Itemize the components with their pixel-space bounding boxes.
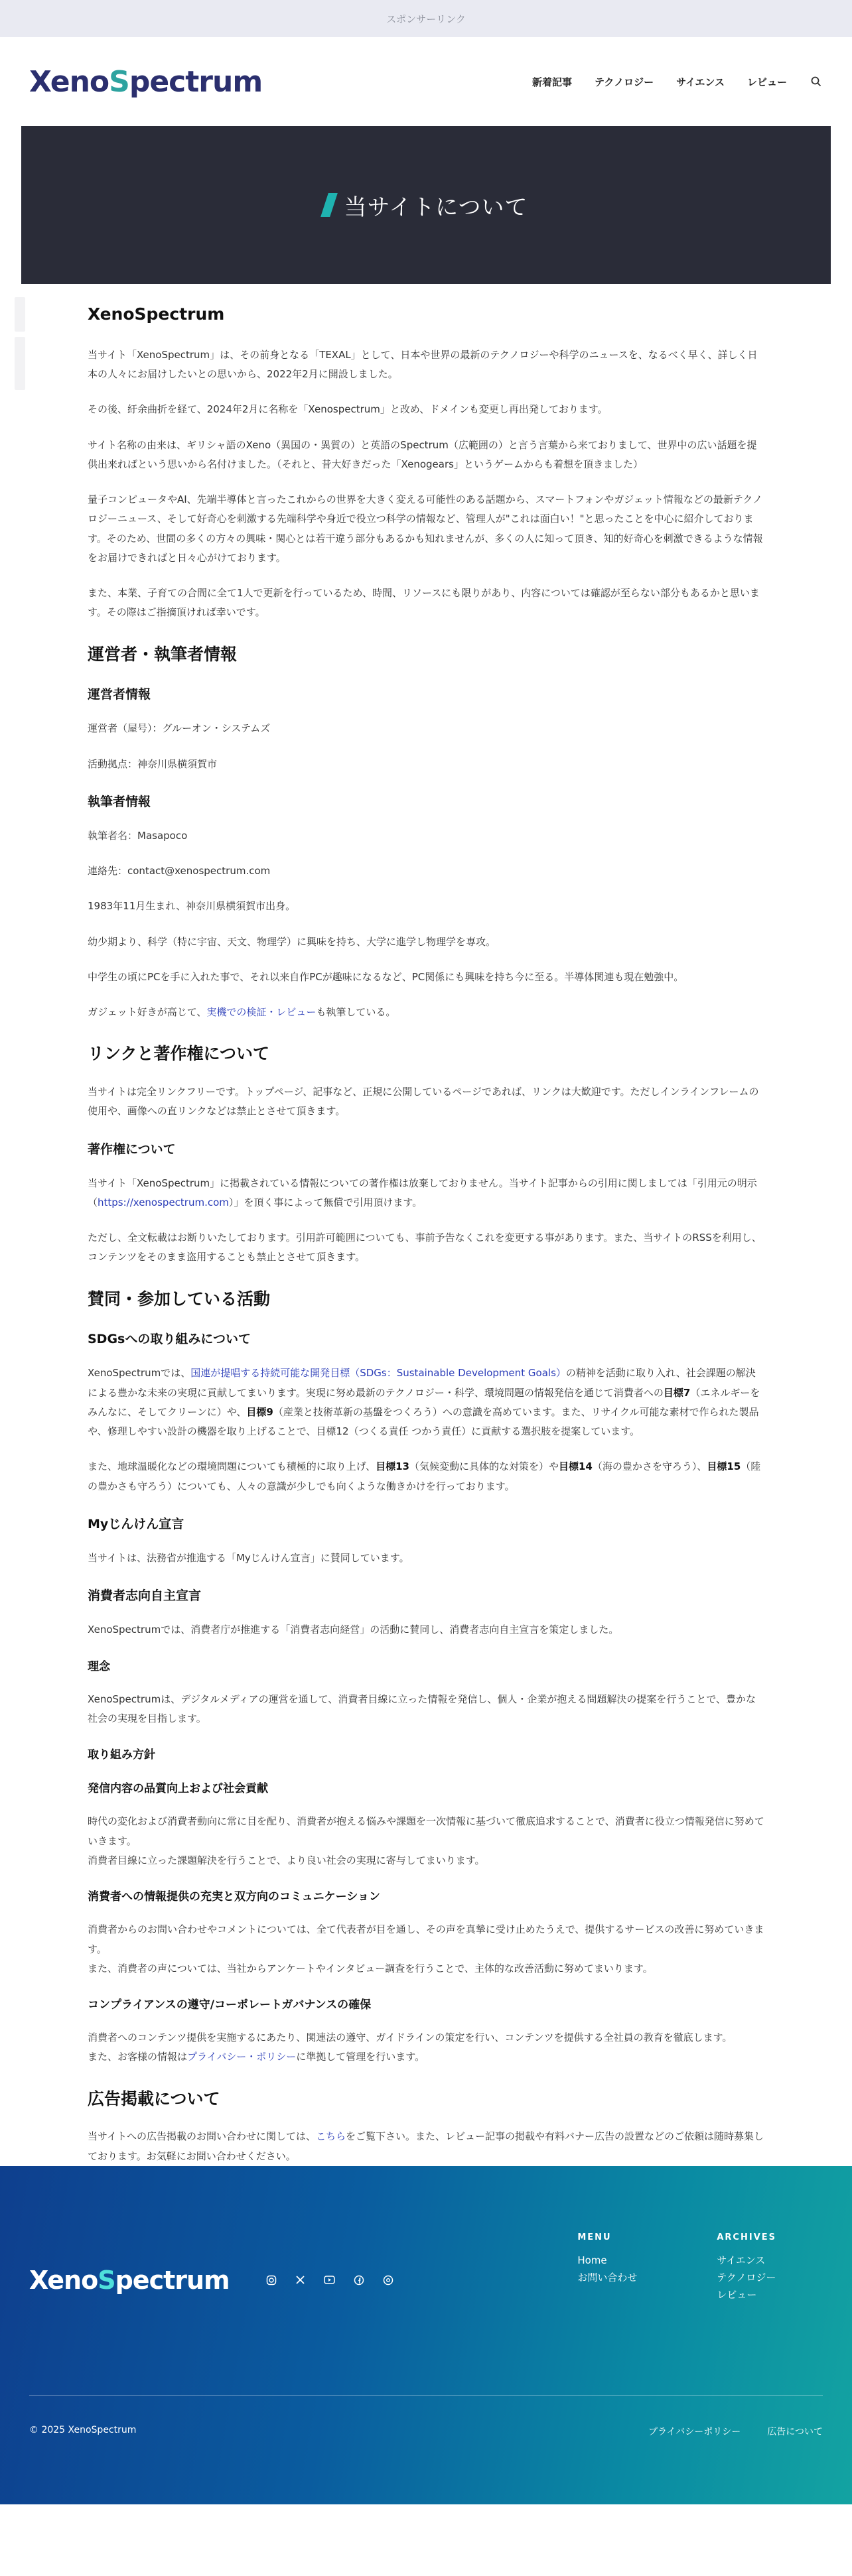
- policy1-paragraph: [88, 1812, 764, 1870]
- text-span: 消費者目線に立った課題解決を行うことで、より良い社会の実現に寄与してまいります。: [88, 1854, 485, 1866]
- footer-link-technology[interactable]: テクノロジー: [717, 2272, 776, 2284]
- goal-label: 目標7: [663, 1386, 691, 1399]
- text-span: （産業と技術革新の基盤をつくろう）への意識を高めています。また、リサイクル可能な素材で作られた製品や、修理しやすい設計の機器を取り上げることで、目標12（つくる責任 つかう責任）に貢献する選択肢を提案しています。: [88, 1405, 759, 1438]
- text-span: 当サイト「XenoSpectrum」に掲載されている情報についての著作権は放棄しておりません。当サイト記事からの引用に関しましては「引用元の明示（: [88, 1177, 757, 1208]
- nav-review[interactable]: レビュー: [746, 76, 787, 88]
- text-span: 消費者へのコンテンツ提供を実施するにあたり、関連法の遵守、ガイドラインの策定を行い、コンテンツを提供する全社員の教育を徹底します。: [88, 2031, 733, 2044]
- site-name-heading: XenoSpectrum: [88, 304, 225, 324]
- myjinken-subheading: Myじんけん宣言: [88, 1516, 184, 1531]
- philosophy-paragraph: XenoSpectrumは、デジタルメディアの運営を通して、消費者目線に立った情報を発信し、個人・企業が抱える問題解決の提案を行うことで、豊かな社会の実現を目指します。: [88, 1693, 756, 1724]
- footer-link-home[interactable]: Home: [577, 2254, 607, 2266]
- myjinken-paragraph: 当サイトは、法務省が推進する「Myじんけん宣言」に賛同しています。: [88, 1551, 409, 1564]
- text-span: に準拠して管理を行います。: [296, 2051, 425, 2063]
- consumer-subheading: 消費者志向自主宣言: [88, 1588, 202, 1604]
- ads-heading: 広告掲載について: [88, 2089, 220, 2108]
- operator-heading: 運営者・執筆者情報: [88, 644, 238, 664]
- logo-part: pectrum: [115, 2265, 230, 2295]
- logo-part: pectrum: [129, 64, 263, 99]
- footer-archives-title: ARCHIVES: [717, 2232, 776, 2242]
- text-span: をご覧下さい。また、レビュー記事の掲載や有料バナー広告の設置などのご依頼は随時募集しております。お気軽にお問い合わせください。: [88, 2130, 764, 2162]
- text-span: また、消費者の声については、当社からアンケートやインタビュー調査を行うことで、主体的な改善活動に努めてまいります。: [88, 1962, 653, 1974]
- text-span: 時代の変化および消費者動向に常に目を配り、消費者が抱える悩みや課題を一次情報に基づいて徹底追求することで、消費者に役立つ情報発信に努めていきます。: [88, 1815, 764, 1847]
- footer-archives: [717, 2232, 776, 2304]
- footer-link-science[interactable]: サイエンス: [717, 2254, 766, 2266]
- writer-line: 中学生の頃にPCを手に入れた事で、それ以来自作PCが趣味になるなど、PC関係にも興味を持ち今に至る。半導体関連も現在勉強中。: [88, 970, 684, 983]
- policy2-paragraph: [88, 1920, 764, 1978]
- logo-part: Xeno: [29, 2265, 98, 2295]
- text-span: （エネルギーをみんなに、そしてクリーンに）や、: [88, 1386, 760, 1418]
- page-hero: [21, 126, 831, 284]
- intro-paragraph: その後、紆余曲折を経て、2024年2月に名称を「Xenospectrum」と改め、ドメインも変更し再出発しております。: [88, 403, 608, 416]
- main-content: [88, 284, 764, 2166]
- site-header: [0, 37, 852, 126]
- side-tab[interactable]: [15, 297, 25, 332]
- text-span: ）」を頂く事によって無償で引用頂けます。: [228, 1196, 423, 1208]
- footer-link-contact[interactable]: お問い合わせ: [577, 2272, 638, 2284]
- writer-line: 連絡先：contact@xenospectrum.com: [88, 865, 271, 877]
- page-title: 当サイトについて: [344, 194, 528, 221]
- policy3-paragraph: [88, 2028, 764, 2067]
- copyright-note: ただし、全文転載はお断りいたしております。引用許可範囲についても、事前予告なくこれを変更する事があります。また、当サイトのRSSを利用し、コンテンツをそのまま盗用することも禁止とさせて頂きます。: [88, 1232, 762, 1263]
- site-footer: [0, 2166, 852, 2504]
- youtube-icon[interactable]: [324, 2274, 336, 2286]
- goal-label: 目標13: [376, 1460, 409, 1473]
- privacy-policy-link[interactable]: プライバシー・ポリシー: [187, 2051, 297, 2063]
- text-span: （陸の豊かさも守ろう）についても、人々の意識が少しでも向くような働きかけを行っております。: [88, 1460, 761, 1492]
- sdgs-paragraph: [88, 1364, 764, 1441]
- writer-line: 幼少期より、科学（特に宇宙、天文、物理学）に興味を持ち、大学に進学し物理学を専攻。: [88, 935, 496, 948]
- logo-part: Xeno: [29, 64, 109, 99]
- hero-slash-decoration: [320, 193, 338, 217]
- footer-copyright: © 2025 XenoSpectrum: [29, 2424, 137, 2435]
- site-logo[interactable]: [29, 65, 262, 99]
- footer-divider: [29, 2395, 823, 2396]
- logo-accent: S: [109, 64, 129, 99]
- sdgs-link[interactable]: 国連が提唱する持続可能な開発目標（SDGs：Sustainable Development Goals）: [190, 1367, 566, 1380]
- logo-accent: S: [98, 2265, 115, 2295]
- intro-paragraph: 当サイト「XenoSpectrum」は、その前身となる「TEXAL」として、日本や世界の最新のテクノロジーや科学のニュースを、なるべく早く、詳しく日本の人々にお届けしたいとの思いから、2022年2月に開設しました。: [88, 348, 758, 380]
- text-span: また、地球温暖化などの環境問題についても積極的に取り上げ、: [88, 1460, 376, 1473]
- main-nav: [532, 75, 823, 89]
- policy2-subheading: 消費者への情報提供の充実と双方向のコミュニケーション: [88, 1890, 380, 1904]
- search-icon[interactable]: [810, 75, 823, 88]
- text-span: も執筆している。: [316, 1006, 396, 1019]
- sdgs-paragraph: [88, 1457, 764, 1496]
- writer-line: 執筆者名：Masapoco: [88, 829, 188, 842]
- copyright-subheading: 著作権について: [88, 1141, 176, 1157]
- link-paragraph: 当サイトは完全リンクフリーです。トップページ、記事など、正規に公開しているページであれば、リンクは大歓迎です。ただしインラインフレームの使用や、画像への直リンクなどは禁止とさせて頂きます。: [88, 1086, 759, 1118]
- nav-new-articles[interactable]: 新着記事: [532, 76, 572, 88]
- footer-menu: [577, 2232, 637, 2304]
- sponsor-label: スポンサーリンク: [386, 13, 466, 25]
- text-span: また、お客様の情報は: [88, 2051, 188, 2063]
- instagram-icon[interactable]: [265, 2274, 277, 2286]
- link-heading: リンクと著作権について: [88, 1044, 270, 1064]
- text-span: （気候変動に具体的な対策を）や: [409, 1460, 559, 1473]
- policy3-subheading: コンプライアンスの遵守/コーポレートガバナンスの確保: [88, 1998, 372, 2012]
- operator-line: 運営者（屋号）：グルーオン・システムズ: [88, 722, 271, 735]
- activities-heading: 賛同・参加している活動: [88, 1289, 271, 1309]
- social-links: [265, 2274, 394, 2286]
- review-link[interactable]: 実機での検証・レビュー: [206, 1006, 317, 1019]
- philosophy-subheading: 理念: [88, 1659, 110, 1673]
- footer-link-review[interactable]: レビュー: [717, 2289, 757, 2301]
- policy1-subheading: 発信内容の品質向上および社会貢献: [88, 1782, 268, 1796]
- policy-subheading: 取り組み方針: [88, 1748, 155, 1762]
- text-span: 当サイトへの広告掲載のお問い合わせに関しては、: [88, 2130, 316, 2143]
- goal-label: 目標9: [246, 1405, 273, 1418]
- threads-icon[interactable]: [382, 2274, 394, 2286]
- text-span: （海の豊かさを守ろう）、: [592, 1460, 707, 1473]
- nav-technology[interactable]: テクノロジー: [594, 76, 654, 88]
- intro-paragraph: サイト名称の由来は、ギリシャ語のXeno（異国の・異質の）と英語のSpectrum（広範囲の）と言う言葉から来ておりまして、世界中の広い話題を提供出来ればという思いから名付けました。（それと、昔大好きだった「Xenogears」というゲームからも着想を頂きました）: [88, 438, 757, 470]
- writer-line: 1983年11月生まれ、神奈川県横須賀市出身。: [88, 900, 296, 913]
- intro-paragraph: 量子コンピュータやAI、先端半導体と言ったこれからの世界を大きく変える可能性のある話題から、スマートフォンやガジェット情報などの最新テクノロジーニュース、そして好奇心を刺激する先端科学や身近で役立つ科学の情報など、管理人が"これは面白い！"と思ったことを中心に紹介しております。そのため、世間の多くの方々の興味・関心とは若干違う部分もあるかも知れませんが、多くの人に知って頂き、知的好奇心を刺激できるような情報をお届けできればと日々心がけております。: [88, 493, 763, 564]
- operator-subheading: 運営者情報: [88, 687, 151, 702]
- writer-subheading: 執筆者情報: [88, 794, 151, 809]
- ads-paragraph: [88, 2127, 764, 2166]
- footer-link-ads[interactable]: 広告について: [767, 2426, 823, 2437]
- facebook-icon[interactable]: [353, 2274, 365, 2286]
- site-url-link[interactable]: https://xenospectrum.com: [98, 1196, 229, 1208]
- nav-science[interactable]: サイエンス: [676, 76, 725, 88]
- text-span: 消費者からのお問い合わせやコメントについては、全て代表者が目を通し、その声を真摯に受け止めたうえで、提供するサービスの改善に努めていきます。: [88, 1923, 764, 1955]
- footer-logo[interactable]: [29, 2266, 230, 2295]
- side-tab[interactable]: [15, 337, 25, 390]
- text-span: の精神を活動に取り入れ、社会課題の解決による豊かな未来の実現に貢献してまいります。実現に努め最新のテクノロジー・科学、環境問題の情報発信を通じて消費者への: [88, 1367, 756, 1399]
- gadget-line: [88, 1003, 764, 1022]
- intro-paragraph: また、本業、子育ての合間に全て1人で更新を行っているため、時間、リソースにも限りがあり、内容については確認が至らない部分もあるかと思います。その際はご指摘頂ければ幸いです。: [88, 587, 760, 619]
- text-span: ガジェット好きが高じて、: [88, 1006, 207, 1019]
- x-twitter-icon[interactable]: [295, 2274, 307, 2286]
- goal-label: 目標15: [707, 1460, 741, 1473]
- consumer-paragraph: XenoSpectrumでは、消費者庁が推進する「消費者志向経営」の活動に賛同し、消費者志向自主宣言を策定しました。: [88, 1624, 619, 1636]
- sdgs-subheading: SDGsへの取り組みについて: [88, 1332, 251, 1347]
- ads-contact-link[interactable]: こちら: [315, 2130, 346, 2143]
- copyright-paragraph: [88, 1174, 764, 1213]
- text-span: XenoSpectrumでは、: [88, 1367, 191, 1380]
- sponsor-bar: [0, 0, 852, 37]
- operator-line: 活動拠点：神奈川県横須賀市: [88, 757, 218, 770]
- footer-menu-title: MENU: [577, 2232, 612, 2242]
- goal-label: 目標14: [559, 1460, 593, 1473]
- footer-link-privacy[interactable]: プライバシーポリシー: [648, 2426, 741, 2437]
